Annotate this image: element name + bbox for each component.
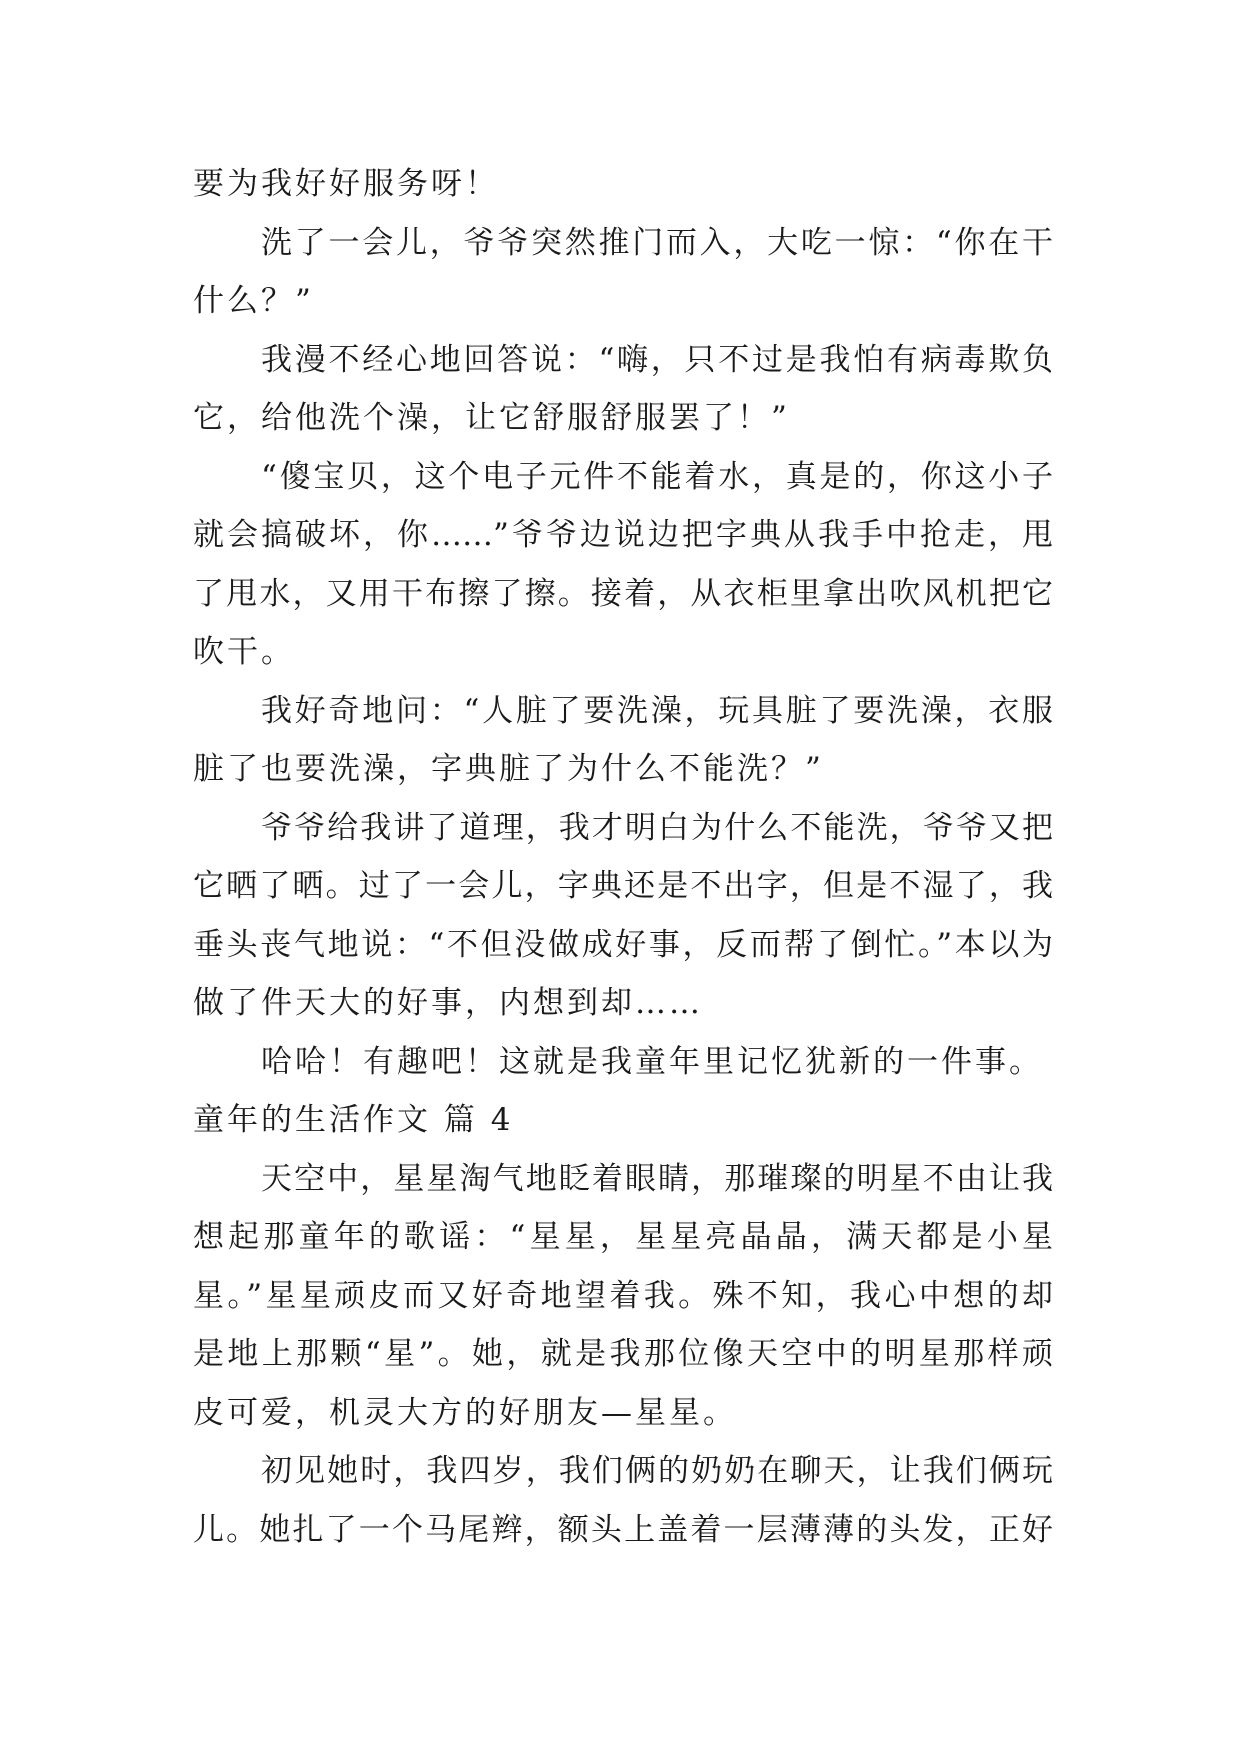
text-line: 初见她时，我四岁，我们俩的奶奶在聊天，让我们俩玩 xyxy=(261,1453,1053,1489)
text-line: 星。”星星顽皮而又好奇地望着我。殊不知，我心中想的却 xyxy=(193,1277,1053,1314)
text-line: 天空中，星星淘气地眨着眼睛，那璀璨的明星不由让我 xyxy=(261,1160,1053,1197)
text-line: 做了件天大的好事，内想到却…… xyxy=(193,985,703,1021)
text-line: 儿。她扎了一个马尾辫，额头上盖着一层薄薄的头发，正好 xyxy=(193,1511,1053,1548)
text-line: 我漫不经心地回答说：“嗨，只不过是我怕有病毒欺负 xyxy=(261,341,1053,378)
text-line: 哈哈！有趣吧！这就是我童年里记忆犹新的一件事。 xyxy=(261,1043,1043,1080)
section-heading: 童年的生活作文 篇 4 xyxy=(193,1102,514,1138)
text-line: 爷爷给我讲了道理，我才明白为什么不能洗，爷爷又把 xyxy=(261,809,1053,846)
text-line: 就会搞破坏，你……”爷爷边说边把字典从我手中抢走，甩 xyxy=(193,517,1053,553)
document-page xyxy=(193,155,1053,1559)
text-line: 洗了一会儿，爷爷突然推门而入，大吃一惊：“你在干 xyxy=(261,224,1053,261)
text-line: 垂头丧气地说：“不但没做成好事，反而帮了倒忙。”本以为 xyxy=(193,926,1053,963)
text-line: “傻宝贝，这个电子元件不能着水，真是的，你这小子 xyxy=(261,458,1053,495)
text-line: 它，给他洗个澡，让它舒服舒服罢了！” xyxy=(193,400,790,436)
text-line: 了甩水，又用干布擦了擦。接着，从衣柜里拿出吹风机把它 xyxy=(193,575,1053,612)
text-line: 想起那童年的歌谣：“星星，星星亮晶晶，满天都是小星 xyxy=(193,1219,1053,1255)
text-line: 脏了也要洗澡，字典脏了为什么不能洗？” xyxy=(193,751,824,787)
text-line: 我好奇地问：“人脏了要洗澡，玩具脏了要洗澡，衣服 xyxy=(261,692,1053,729)
text-line: 是地上那颗“星”。她，就是我那位像天空中的明星那样顽 xyxy=(193,1336,1053,1372)
text-line: 皮可爱，机灵大方的好朋友—星星。 xyxy=(193,1394,737,1431)
text-line: 要为我好好服务呀！ xyxy=(193,166,499,202)
text-line: 它晒了晒。过了一会儿，字典还是不出字，但是不湿了，我 xyxy=(193,868,1053,904)
text-line: 什么？” xyxy=(193,283,314,319)
text-line: 吹干。 xyxy=(193,634,295,670)
